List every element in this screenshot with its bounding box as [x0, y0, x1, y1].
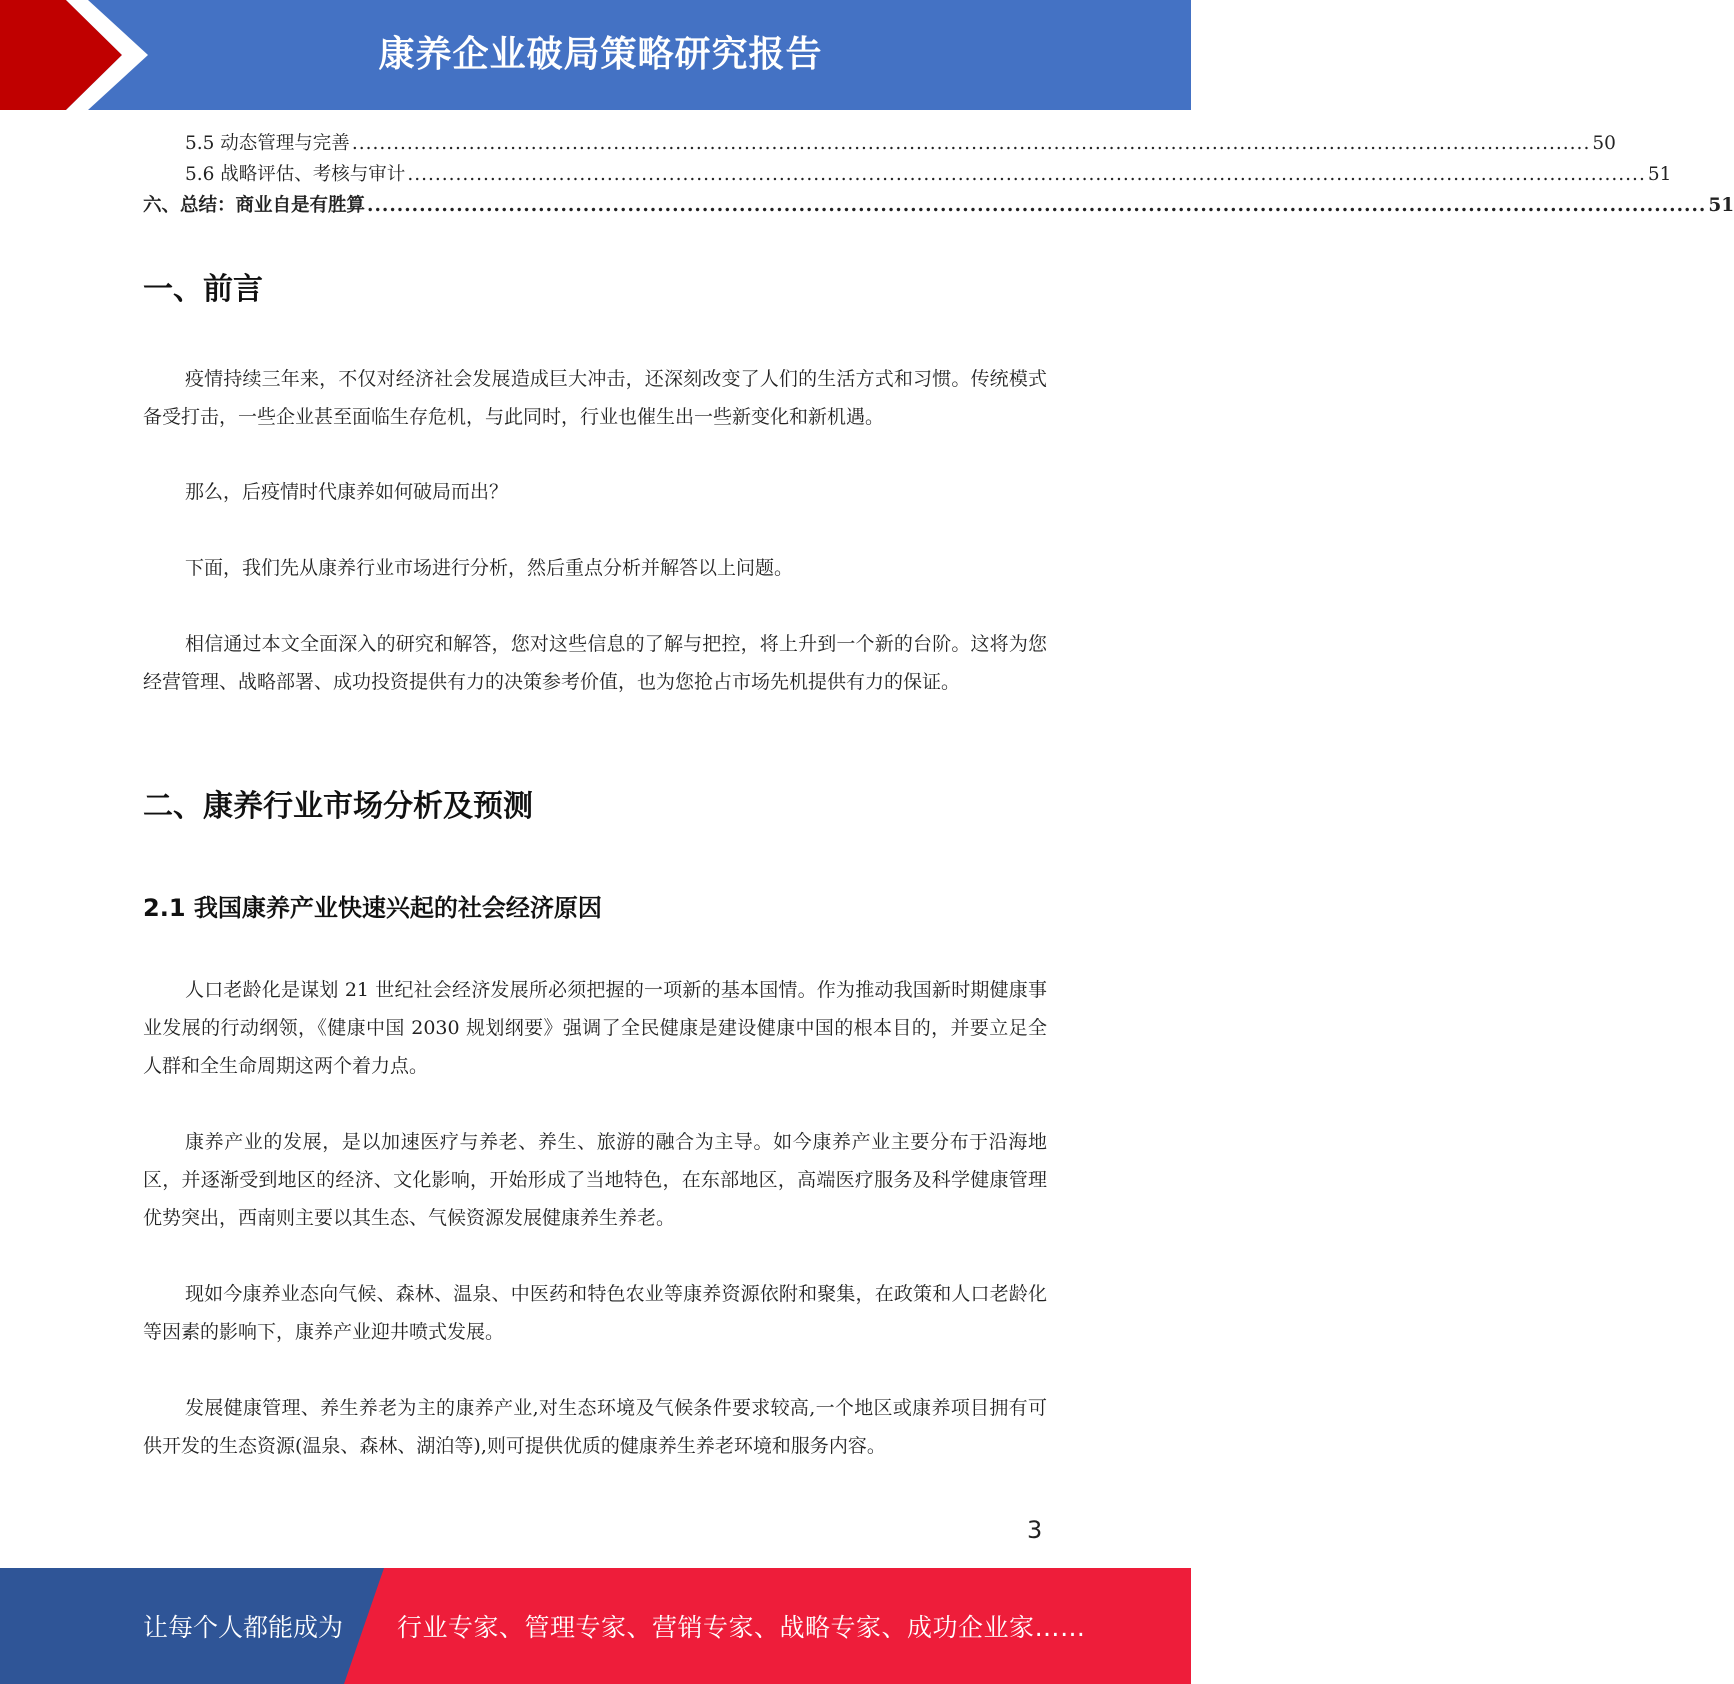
toc-leader-dots: .................................................................................................................................................................................... [351, 133, 1591, 154]
document-title: 康养企业破局策略研究报告 [378, 34, 823, 75]
section-heading-preface: 一、前言 [143, 272, 263, 307]
paragraph: 相信通过本文全面深入的研究和解答，您对这些信息的了解与把控，将上升到一个新的台阶。这将为您经营管理、战略部署、成功投资提供有力的决策参考价值，也为您抢占市场先机提供有力的保证。 [143, 633, 1047, 693]
paragraph: 康养产业的发展，是以加速医疗与养老、养生、旅游的融合为主导。如今康养产业主要分布于沿海地区，并逐渐受到地区的经济、文化影响，开始形成了当地特色，在东部地区，高端医疗服务及科学健康管理优势突出，西南则主要以其生态、气候资源发展健康养生养老。 [143, 1131, 1047, 1229]
toc-entry-page: 51 [1647, 164, 1672, 185]
page-footer [0, 1568, 1191, 1684]
paragraph: 疫情持续三年来，不仅对经济社会发展造成巨大冲击，还深刻改变了人们的生活方式和习惯。传统模式备受打击，一些企业甚至面临生存危机，与此同时，行业也催生出一些新变化和新机遇。 [143, 368, 1047, 428]
paragraph: 人口老龄化是谋划 21 世纪社会经济发展所必须把握的一项新的基本国情。作为推动我国新时期健康事业发展的行动纲领，《健康中国 2030 规划纲要》强调了全民健康是建设健康中国的根本目的，并要立足全人群和全生命周期这两个着力点。 [143, 979, 1047, 1077]
section-heading-market-analysis: 二、康养行业市场分析及预测 [143, 789, 533, 824]
subsection-heading: 2.1 我国康养产业快速兴起的社会经济原因 [143, 894, 602, 922]
toc [143, 128, 1734, 221]
paragraph: 发展健康管理、养生养老为主的康养产业,对生态环境及气候条件要求较高,一个地区或康养项目拥有可供开发的生态资源(温泉、森林、湖泊等),则可提供优质的健康养生养老环境和服务内容。 [143, 1397, 1047, 1457]
toc-entry[interactable] [143, 190, 1734, 221]
toc-entry-page: 50 [1592, 133, 1616, 154]
paragraph: 下面，我们先从康养行业市场进行分析，然后重点分析并解答以上问题。 [185, 557, 794, 579]
paragraph: 那么，后疫情时代康养如何破局而出？ [185, 481, 509, 503]
page-number: 3 [1027, 1516, 1043, 1544]
toc-entry-label: 5.5 动态管理与完善 [185, 133, 350, 154]
footer-slogan-right: 行业专家、管理专家、营销专家、战略专家、成功企业家…… [397, 1613, 1086, 1642]
page-header [0, 0, 1191, 110]
paragraph: 现如今康养业态向气候、森林、温泉、中医药和特色农业等康养资源依附和聚集，在政策和人口老龄化等因素的影响下，康养产业迎井喷式发展。 [143, 1283, 1047, 1343]
toc-entry-page: 51 [1708, 195, 1734, 216]
toc-entry[interactable] [143, 159, 1672, 190]
toc-entry-label: 5.6 战略评估、考核与审计 [185, 164, 406, 185]
toc-entry[interactable] [143, 128, 1616, 159]
footer-slogan-left: 让每个人都能成为 [143, 1613, 344, 1642]
toc-leader-dots: .................................................................................................................................................................................... [407, 164, 1646, 185]
toc-leader-dots: .................................................................................................................................................................................... [367, 195, 1707, 216]
toc-entry-label: 六、总结：商业自是有胜算 [143, 195, 366, 216]
